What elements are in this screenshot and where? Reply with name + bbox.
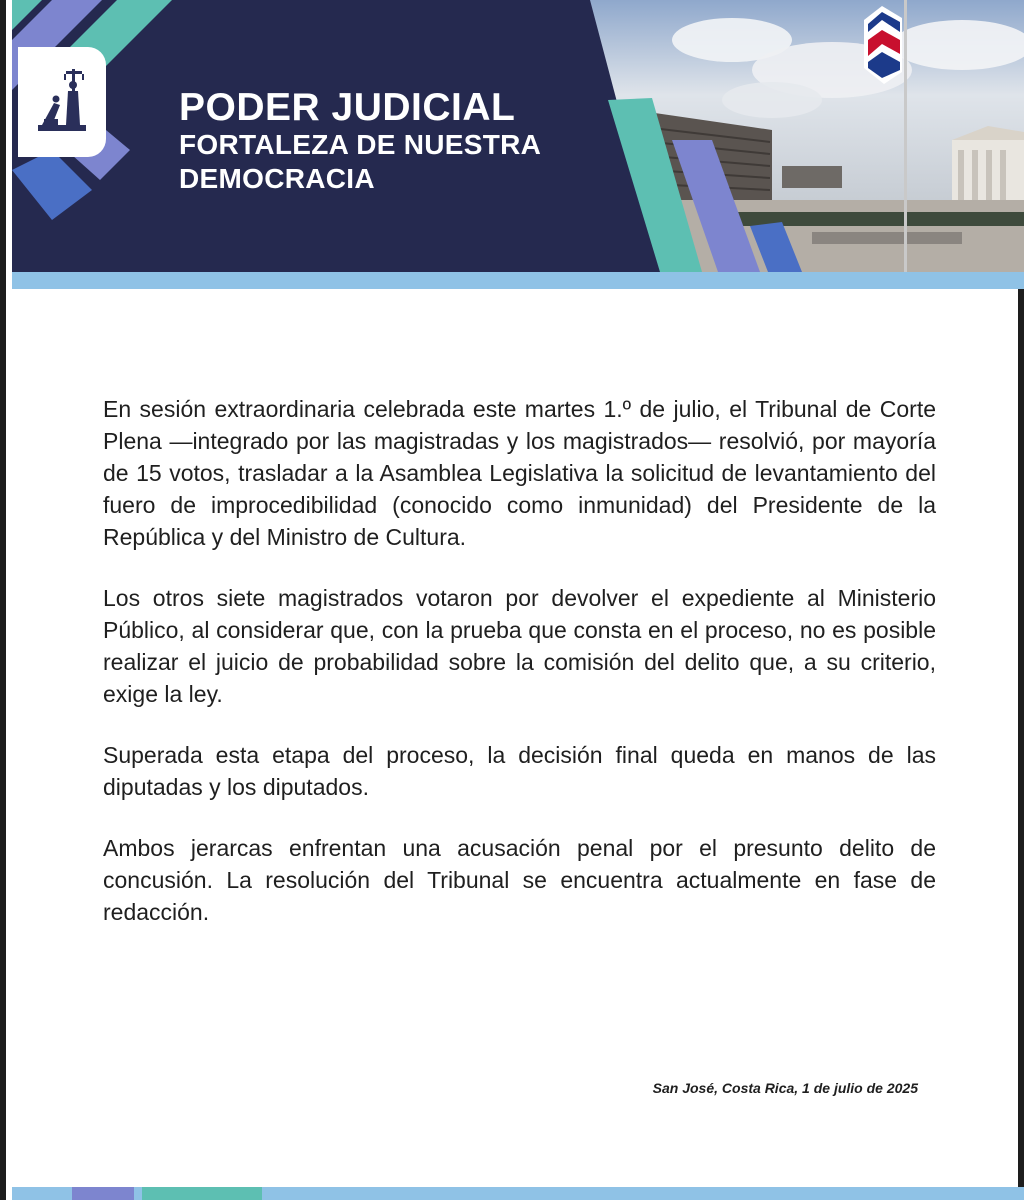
footer-stripe: [72, 1187, 134, 1200]
paragraph: Superada esta etapa del proceso, la decisión final queda en manos de las diputadas y los diputados.: [103, 742, 936, 800]
justice-statue-icon: [34, 65, 92, 137]
footer-stripe: [142, 1187, 262, 1200]
footer-divider: [12, 1187, 1024, 1200]
paragraph: En sesión extraordinaria celebrada este martes 1.º de julio, el Tribunal de Corte Plena —integrado por las magistradas y los magistrados— resolvió, por mayoría de 15 votos, trasladar a la Asamblea Legislativa la solicitud de levantamiento del fuero de improcedibilidad (conocido como inmunidad) del Presidente de la República y del Ministro de Cultura.: [103, 396, 936, 550]
header-banner: [12, 0, 1024, 272]
paragraph: Los otros siete magistrados votaron por devolver el expediente al Ministerio Público, al considerar que, con la prueba que consta en el proceso, no es posible realizar el juicio de probabilidad sobre la comisión del delito que, a su criterio, exige la ley.: [103, 585, 936, 707]
paragraph: Ambos jerarcas enfrentan una acusación penal por el presunto delito de concusión. La resolución del Tribunal se encuentra actualmente en fase de redacción.: [103, 835, 936, 925]
header-divider: [12, 272, 1024, 289]
press-release-body: [103, 393, 936, 957]
dateline: San José, Costa Rica, 1 de julio de 2025: [652, 1080, 918, 1096]
page-title: PODER JUDICIAL: [179, 86, 516, 129]
page-subtitle: FORTALEZA DE NUESTRA DEMOCRACIA: [179, 129, 541, 194]
logo: [18, 47, 106, 157]
